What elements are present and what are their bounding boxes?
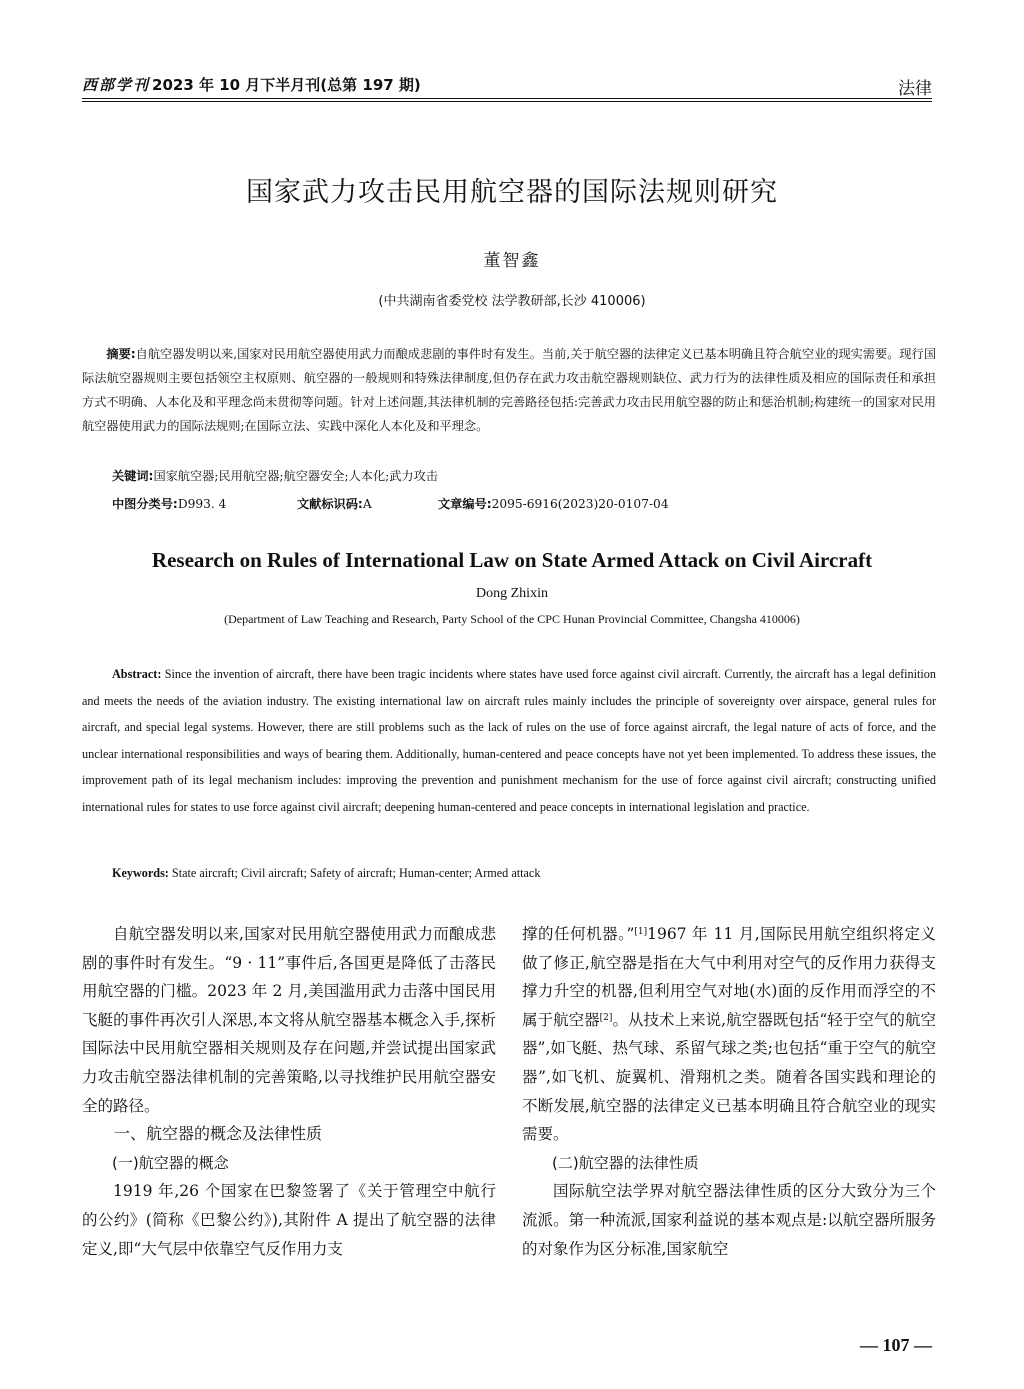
keywords-cn-label: 关键词:	[112, 469, 154, 483]
title-cn: 国家武力攻击民用航空器的国际法规则研究	[246, 177, 778, 208]
body-paragraph-right-2: 国际航空法学界对航空器法律性质的区分大致分为三个流派。第一种流派,国家利益说的基本观点是:以航空器所服务的对象作为区分标准,国家航空	[522, 1182, 936, 1258]
author-en: Dong Zhixin	[476, 586, 548, 601]
abstract-en-label: Abstract:	[112, 667, 162, 681]
intro-paragraph: 自航空器发明以来,国家对民用航空器使用武力而酿成悲剧的事件时有发生。“9 · 11”事件后,各国更是降低了击落民用航空器的门槛。2023 年 2 月,美国滥用武力击落中国民用飞艇的事件再次引人深思,本文将从航空器基本概念入手,探析国际法中民用航空器相关规则及存在问题,并尝试提出国家武力攻击航空器法律机制的完善策略,以寻找维护民用航空器安全的路径。	[82, 925, 496, 1115]
journal-logo: 西部学刊	[82, 76, 151, 94]
body-paragraph-right-1	[522, 920, 936, 1149]
doc-code-value: A	[362, 497, 372, 511]
issue-text: 2023 年 10 月下半月刊(总第 197 期)	[152, 76, 421, 94]
clc	[112, 494, 226, 514]
page-number: — 107 —	[860, 1335, 932, 1355]
title-en: Research on Rules of International Law on State Armed Attack on Civil Aircraft	[151, 548, 873, 572]
section-label: 法律	[898, 79, 932, 99]
subsection-heading-2: (二)航空器的法律性质	[552, 1153, 699, 1172]
abstract-cn-label: 摘要:	[106, 347, 136, 361]
journal-issue	[82, 74, 421, 95]
abstract-cn	[82, 342, 936, 438]
header-rule-2	[82, 101, 932, 102]
right-p1-part-c: 。从技术上来说,航空器既包括“轻于空气的航空器”,如飞艇、热气球、系留气球之类;也包括“重于空气的航空器”,如飞机、旋翼机、滑翔机之类。随着各国实践和理论的不断发展,航空器的法律定义已基本明确且符合航空业的现实需要。	[522, 1010, 936, 1144]
right-p1-part-b: 1967 年 11 月,国际民用航空组织将定义做了修正,航空器是指在大气中利用对空气的反作用力获得支撑力升空的机器,但利用空气对地(水)面的反作用而浮空的不属于航空器	[522, 925, 936, 1029]
body-paragraph-left-2: 1919 年,26 个国家在巴黎签署了《关于管理空中航行的公约》(简称《巴黎公约》),其附件 A 提出了航空器的法律定义,即“大气层中依靠空气反作用力支	[82, 1182, 496, 1258]
doc-code	[297, 494, 372, 514]
keywords-en-text: State aircraft; Civil aircraft; Safety of aircraft; Human-center; Armed attack	[171, 866, 541, 880]
article-number-label: 文章编号:	[438, 497, 492, 511]
abstract-en-text: Since the invention of aircraft, there have been tragic incidents where states have used force against civil aircraft. Currently, the aircraft has a legal definition and meets the needs of the aviation industry. The existing international law on aircraft rules mainly includes the principle of sovereignty over airspace, general rules for aircraft, and special legal systems. However, there are still problems such as the lack of rules on the use of force against aircraft, the legal nature of acts of force, and the unclear international responsibilities and ways of bearing them. Additionally, human-centered and peace concepts have not yet been implemented. To address these issues, the improvement path of its legal mechanism includes: improving the prevention and punishment mechanism for the use of force against civil aircraft; constructing unified international rules for states to use force against civil aircraft; deepening human-centered and peace concepts in international legislation and practice.	[82, 667, 936, 814]
body-column-left	[82, 920, 496, 1263]
clc-value: D993. 4	[177, 497, 227, 511]
subsection-heading-1: (一)航空器的概念	[112, 1153, 229, 1172]
affiliation-en: (Department of Law Teaching and Research, Party School of the CPC Hunan Provincial Committee, Changsha 410006)	[224, 612, 800, 626]
affiliation-cn: (中共湖南省委党校 法学教研部,长沙 410006)	[378, 294, 646, 309]
clc-label: 中图分类号:	[112, 497, 178, 511]
keywords-cn-text: 国家航空器;民用航空器;航空器安全;人本化;武力攻击	[153, 469, 438, 483]
body-column-right	[522, 920, 936, 1263]
abstract-en	[82, 661, 936, 820]
abstract-cn-text: 自航空器发明以来,国家对民用航空器使用武力而酿成悲剧的事件时有发生。当前,关于航空器的法律定义已基本明确且符合航空业的现实需要。现行国际法航空器规则主要包括领空主权原则、航空器的一般规则和特殊法律制度,但仍存在武力攻击航空器规则缺位、武力行为的法律性质及相应的国际责任和承担方式不明确、人本化及和平理念尚未贯彻等问题。针对上述问题,其法律机制的完善路径包括:完善武力攻击民用航空器的防止和惩治机制;构建统一的国家对民用航空器使用武力的国际法规则;在国际立法、实践中深化人本化及和平理念。	[82, 347, 937, 433]
keywords-en-label: Keywords:	[112, 866, 169, 880]
reference-2: [2]	[599, 1012, 613, 1023]
article-number-value: 2095-6916(2023)20-0107-04	[491, 497, 669, 511]
keywords-en	[112, 866, 932, 881]
author-cn: 董智鑫	[483, 251, 541, 271]
section-heading-1: 一、航空器的概念及法律性质	[114, 1124, 323, 1144]
keywords-cn	[112, 466, 932, 486]
article-number	[438, 494, 669, 514]
running-header	[82, 72, 932, 98]
doc-code-label: 文献标识码:	[297, 497, 363, 511]
right-p1-part-a: 撑的任何机器。”	[522, 925, 635, 943]
reference-1: [1]	[634, 927, 648, 937]
header-rule	[82, 98, 932, 99]
